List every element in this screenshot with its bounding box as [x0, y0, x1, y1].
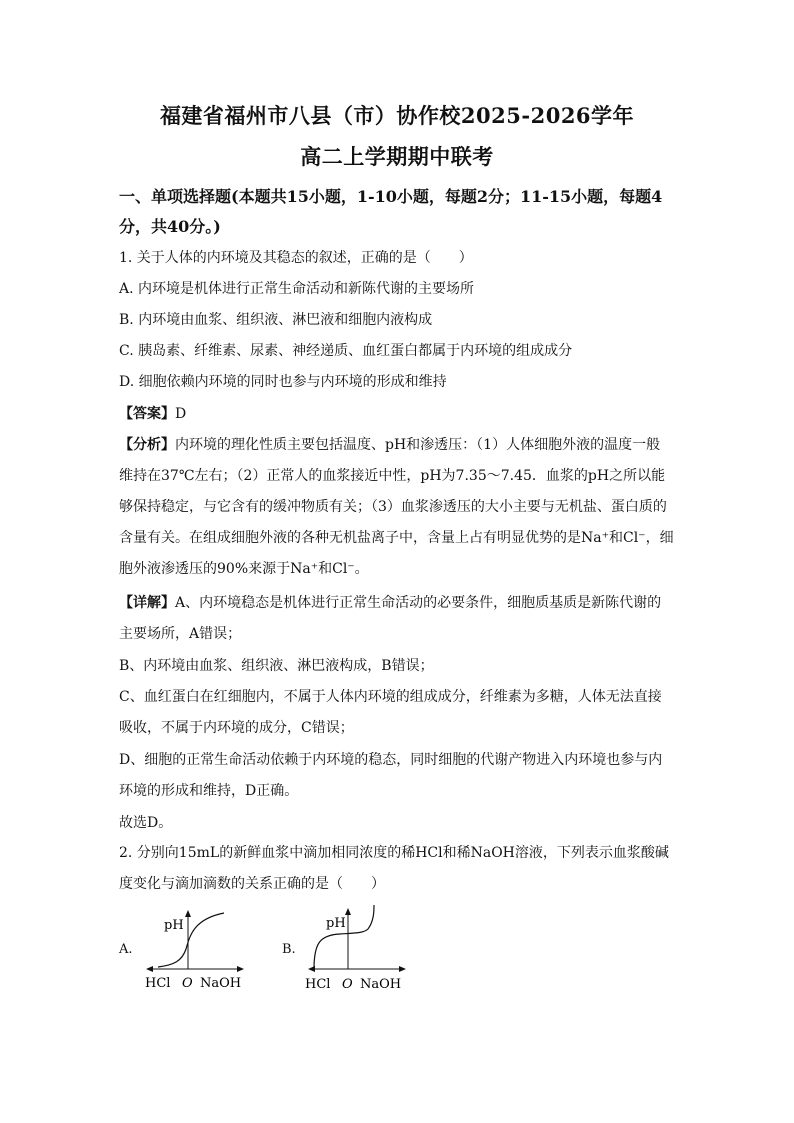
- y-axis-label: pH: [164, 918, 184, 933]
- up-arrow: [185, 910, 191, 917]
- q1-answer: [119, 404, 679, 424]
- q2-stem-line: 2. 分别向15mL的新鲜血浆中滴加相同浓度的稀HCl和稀NaOH溶液，下列表示血浆酸碱: [119, 845, 669, 861]
- q1-stem: 1. 关于人体的内环境及其稳态的叙述，正确的是（ ）: [119, 250, 473, 266]
- q1-detail-line: 环境的形成和维持，D正确。: [119, 783, 299, 799]
- q1-analysis-line: 够保持稳定，与它含有的缓冲物质有关；（3）血浆渗透压的大小主要与无机盐、蛋白质的: [119, 499, 667, 515]
- q1-detail-line: 吸收，不属于内环境的成分，C错误；: [119, 720, 354, 736]
- analysis-text: 内环境的理化性质主要包括温度、pH和渗透压：（1）人体细胞外液的温度一般: [175, 437, 661, 453]
- q2-stem-line: 度变化与滴加滴数的关系正确的是（ ）: [119, 876, 385, 892]
- q1-analysis-line: [119, 435, 679, 455]
- answer-value: D: [175, 406, 187, 422]
- y-axis-label: pH: [326, 916, 346, 931]
- analysis-tag: 【分析】: [119, 437, 175, 453]
- section-heading-line2: 分，共40分。): [119, 217, 221, 236]
- up-arrow: [345, 908, 351, 915]
- q1-option-a: A. 内环境是机体进行正常生命活动和新陈代谢的主要场所: [119, 281, 475, 297]
- right-label: NaOH: [200, 976, 242, 991]
- q1-analysis-line: 胞外液渗透压的90%来源于Na⁺和Cl⁻。: [119, 561, 369, 577]
- curve-b: [314, 905, 374, 969]
- q1-conclusion: 故选D。: [119, 815, 173, 831]
- q2-option-a-label[interactable]: A.: [119, 942, 133, 957]
- q2-option-b-graph[interactable]: [302, 903, 412, 995]
- document-title-line2: 高二上学期期中联考: [300, 144, 494, 169]
- q1-option-c: C. 胰岛素、纤维素、尿素、神经递质、血红蛋白都属于内环境的组成成分: [119, 343, 573, 359]
- q1-detail-line: 主要场所，A错误；: [119, 626, 242, 642]
- origin-label: O: [182, 976, 193, 991]
- q1-analysis-line: 维持在37℃左右；（2）正常人的血浆接近中性，pH为7.35～7.45．血浆的pH之所以能: [119, 468, 666, 484]
- q2-option-b-label[interactable]: B.: [282, 942, 296, 957]
- answer-tag: 【答案】: [119, 406, 175, 422]
- q1-detail-line: C、血红蛋白在红细胞内，不属于人体内环境的组成成分，纤维素为多糖，人体无法直接: [119, 689, 662, 705]
- q1-analysis-line: 含量有关。在组成细胞外液的各种无机盐离子中，含量上占有明显优势的是Na⁺和Cl⁻，细: [119, 530, 674, 546]
- q1-detail-line: [119, 593, 679, 613]
- right-arrow: [399, 966, 406, 972]
- origin-label: O: [342, 977, 353, 992]
- q1-detail-line: D、细胞的正常生命活动依赖于内环境的稳态，同时细胞的代谢产物进入内环境也参与内: [119, 752, 663, 768]
- right-label: NaOH: [360, 977, 402, 992]
- detail-text: A、内环境稳态是机体进行正常生命活动的必要条件，细胞质基质是新陈代谢的: [175, 595, 662, 611]
- document-title-line1: 福建省福州市八县（市）协作校2025-2026学年: [159, 103, 635, 128]
- q1-detail-line: B、内环境由血浆、组织液、淋巴液构成，B错误；: [119, 658, 434, 674]
- right-arrow: [237, 966, 244, 972]
- left-label: HCl: [305, 977, 331, 992]
- q2-option-a-graph[interactable]: [140, 905, 250, 995]
- left-arrow: [146, 966, 153, 972]
- detail-tag: 【详解】: [119, 595, 175, 611]
- q1-option-d: D. 细胞依赖内环境的同时也参与内环境的形成和维持: [119, 374, 447, 390]
- q1-option-b: B. 内环境由血浆、组织液、淋巴液和细胞内液构成: [119, 312, 433, 328]
- section-heading-line1: 一、单项选择题(本题共15小题，1-10小题，每题2分；11-15小题，每题4: [119, 187, 663, 206]
- left-label: HCl: [145, 976, 171, 991]
